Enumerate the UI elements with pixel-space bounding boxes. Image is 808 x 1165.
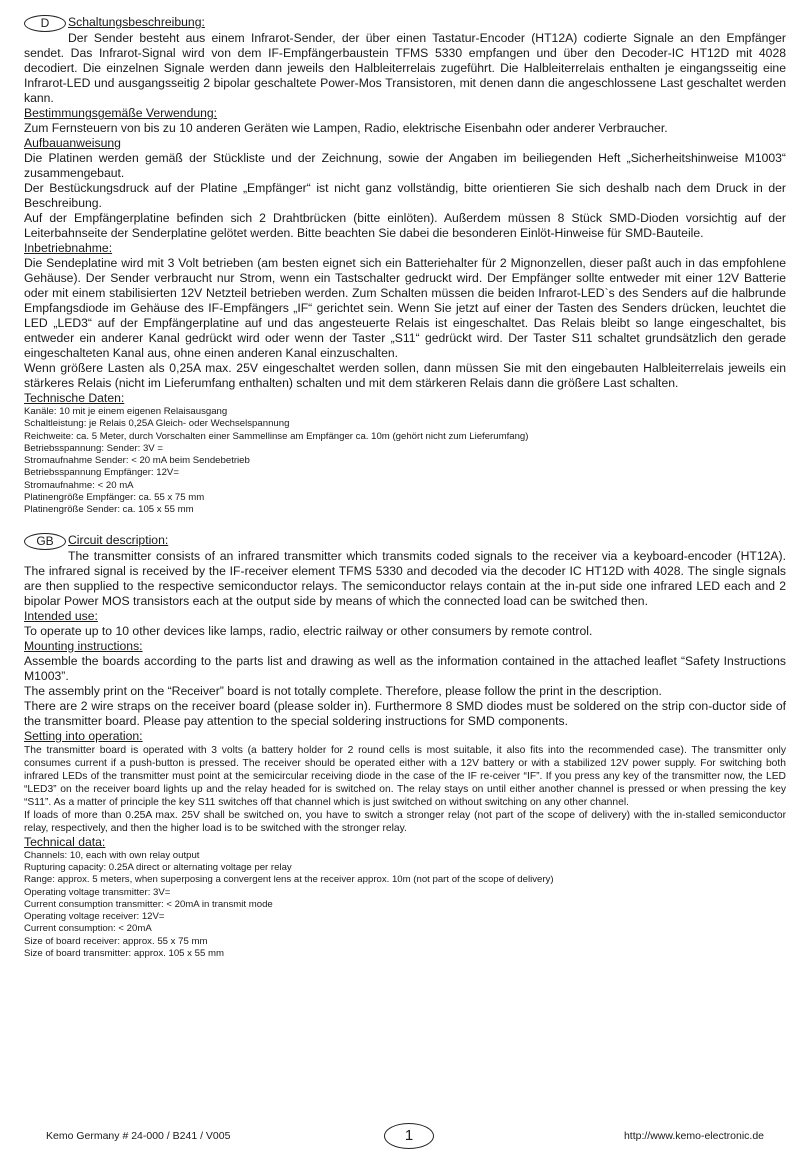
german-section — [24, 14, 786, 517]
gb-tech-title: Technical data: — [24, 834, 106, 849]
de-start-text-1: Die Sendeplatine wird mit 3 Volt betrieben (am besten eignet sich ein Batteriehalter für 2 Mignonzellen, dieser paßt auch in das empfohlene Gehäuse). Der Sender verbraucht nur Strom, wenn ein Tastschalter gedruckt wird. Der Empfänger sollte entweder mit einer 12V Batterie oder mit einem stabilisierten 12V Netzteil betrieben werden. Zum Schalten müssen die beiden Infrarot-LED`s des Senders auf die halbrunde Empfangsdiode im Gehäuse des IF-Empfängers „IF“ gerichtet sein. Wenn Sie jetzt auf einer der Tasten des Senders drücken, leuchtet die LED „LED3“ auf der Empfängerplatine auf und das angesteuerte Relais ist eingeschaltet. Das Relais bleibt so lange eingeschaltet, bis entweder ein anderer Kanal gedrückt wird oder wenn der Taster „S11“ gedrückt wird. Der Taster S11 schaltet grundsätzlich den gerade eingeschalteten Kanal aus, ohne einen anderen Kanal einzuschalten. — [24, 256, 786, 360]
tech-item: Channels: 10, each with own relay output — [24, 849, 200, 861]
de-build-text-1: Die Platinen werden gemäß der Stückliste und der Zeichnung, sowie der Angaben im beiliegenden Heft „Sicherheitshinweise M1003“ zusammengebaut. — [24, 151, 786, 180]
tech-item: Size of board transmitter: approx. 105 x 55 mm — [24, 948, 224, 960]
gb-tech-list — [24, 850, 786, 961]
gb-circuit-text: The transmitter consists of an infrared transmitter which transmits coded signals to the receiver via a keyboard-encoder (HT12A). The infrared signal is received by the IF-receiver element TFMS 5330 and decoded via the decoder IC HT12D with 4028. The single signals are then supplied to the respective semiconductor relays. The semiconductor relays contain at the in-put side one infrared LED each and 2 bipolar Power MOS transistors each at the output side by means of which the connected load can be switched then. — [24, 548, 786, 608]
tech-item: Current consumption transmitter: < 20mA in transmit mode — [24, 898, 273, 910]
de-build-title: Aufbauanweisung — [24, 136, 121, 150]
tech-item: Current consumption: < 20mA — [24, 923, 152, 935]
page-footer — [46, 1123, 764, 1151]
tech-item: Range: approx. 5 meters, when superposing a convergent lens at the receiver approx. 10m (not part of the scope of delivery) — [24, 874, 554, 886]
footer-article-number: Kemo Germany # 24-000 / B241 / V005 — [46, 1130, 231, 1142]
de-tech-list — [24, 406, 786, 517]
de-start-text-2: Wenn größere Lasten als 0,25A max. 25V eingeschaltet werden sollen, dann müssen Sie mit den eingebauten Halbleiterrelais jeweils ein stärkeres Relais (nicht im Lieferumfang enthalten) schalten und mit dem stärkeren Relais dann die größere Last schalten. — [24, 361, 786, 390]
de-build-text-2: Der Bestückungsdruck auf der Platine „Empfänger“ ist nicht ganz vollständig, bitte orientieren Sie sich deshalb nach dem Druck in der Beschreibung. — [24, 181, 786, 210]
tech-item: Reichweite: ca. 5 Meter, durch Vorschalten einer Sammellinse am Empfänger ca. 10m (gehört nicht zum Lieferumfang) — [24, 430, 529, 442]
de-tech-title: Technische Daten: — [24, 391, 125, 405]
document-page — [24, 14, 786, 960]
gb-mount-text-1: Assemble the boards according to the parts list and drawing as well as the information contained in the attached leaflet “Safety Instructions M1003”. — [24, 653, 786, 683]
de-circuit-title: Schaltungsbeschreibung: — [68, 15, 205, 29]
gb-use-title: Intended use: — [24, 608, 98, 623]
tech-item: Size of board receiver: approx. 55 x 75 mm — [24, 935, 208, 947]
tech-item: Schaltleistung: je Relais 0,25A Gleich- oder Wechselspannung — [24, 418, 290, 430]
gb-use-text: To operate up to 10 other devices like lamps, radio, electric railway or other consumers by remote control. — [24, 623, 593, 638]
de-start-title: Inbetriebnahme: — [24, 241, 113, 255]
de-circuit-text: Der Sender besteht aus einem Infrarot-Sender, der über einen Tastatur-Encoder (HT12A) codierte Signale an den Empfänger sendet. Das Infrarot-Signal wird von dem IF-Empfängerbaustein TFMS 5330 empfangen und über den Decoder-IC HT12D mit 4028 decodiert. Die einzelnen Signale werden dann jeweils den Halbleiterrelais zugeführt. Die Halbleiterrelais enthalten je eingangsseitig eine Infrarot-LED und ausgangsseitig 2 bipolar geschaltete Power-Mos Transistoren, mit denen dann die angeschlossene Last geschaltet werden kann. — [24, 31, 786, 105]
gb-setup-title: Setting into operation: — [24, 728, 143, 743]
de-use-text: Zum Fernsteuern von bis zu 10 anderen Geräten wie Lampen, Radio, elektrische Eisenbahn oder anderer Verbraucher. — [24, 121, 668, 135]
de-build-text-3: Auf der Empfängerplatine befinden sich 2 Drahtbrücken (bitte einlöten). Außerdem müssen 8 Stück SMD-Dioden vorsichtig auf der Leiterbahnseite der Senderplatine gelötet werden. Bitte beachten Sie dabei die besonderen Einlöt-Hinweise für SMD-Bauteile. — [24, 211, 786, 240]
tech-item: Stromaufnahme: < 20 mA — [24, 479, 134, 491]
gb-mount-text-3: There are 2 wire straps on the receiver board (please solder in). Furthermore 8 SMD diodes must be soldered on the strip con-ductor side of the transmitter board. Please pay attention to the special soldering instructions for SMD components. — [24, 698, 786, 728]
german-header — [24, 14, 786, 31]
language-badge-gb: GB — [24, 533, 66, 550]
tech-item: Betriebsspannung: Sender: 3V = — [24, 442, 163, 454]
gb-setup-text-1: The transmitter board is operated with 3 volts (a battery holder for 2 round cells is most suitable, it also fits into the recommended case). The transmitter only consumes current if a push-button is pressed. The receiver should be operated either with a 12V battery or with a stabilized 12V power supply. For switching both infrared LEDs of the transmitter must point at the semicircular receiving diode in the case of the IF re-ceiver “IF”. If you press any key of the transmitter now, the LED “LED3” on the receiver board lights up and the relay headed for is switched on. The relay stays on until either another channel is pressed or when pressing the key “S11”. As a matter of principle the key S11 switches off that channel which is just switched on without switching on any other channel. — [24, 744, 786, 808]
tech-item: Stromaufnahme Sender: < 20 mA beim Sendebetrieb — [24, 455, 250, 467]
tech-item: Platinengröße Empfänger: ca. 55 x 75 mm — [24, 492, 205, 504]
tech-item: Operating voltage transmitter: 3V= — [24, 886, 171, 898]
tech-item: Operating voltage receiver: 12V= — [24, 911, 165, 923]
english-section — [24, 532, 786, 961]
gb-setup-text-2: If loads of more than 0.25A max. 25V shall be switched on, you have to switch a stronger relay (not part of the scope of delivery) with the in-stalled semiconductor relay, respectively, and then the higher load is to be switched with the stronger relay. — [24, 809, 786, 834]
language-badge-de: D — [24, 15, 66, 32]
gb-circuit-title: Circuit description: — [68, 532, 169, 547]
tech-item: Rupturing capacity: 0.25A direct or alternating voltage per relay — [24, 861, 292, 873]
section-gap — [24, 517, 786, 532]
de-use-title: Bestimmungsgemäße Verwendung: — [24, 106, 218, 120]
footer-website-link[interactable]: http://www.kemo-electronic.de — [623, 1130, 764, 1142]
page-number: 1 — [384, 1123, 434, 1149]
tech-item: Betriebsspannung Empfänger: 12V= — [24, 467, 179, 479]
tech-item: Platinengröße Sender: ca. 105 x 55 mm — [24, 504, 194, 516]
gb-mount-title: Mounting instructions: — [24, 638, 143, 653]
english-header — [24, 532, 786, 549]
gb-mount-text-2: The assembly print on the “Receiver” board is not totally complete. Therefore, please follow the print in the description. — [24, 683, 662, 698]
tech-item: Kanäle: 10 mit je einem eigenen Relaisausgang — [24, 406, 228, 417]
